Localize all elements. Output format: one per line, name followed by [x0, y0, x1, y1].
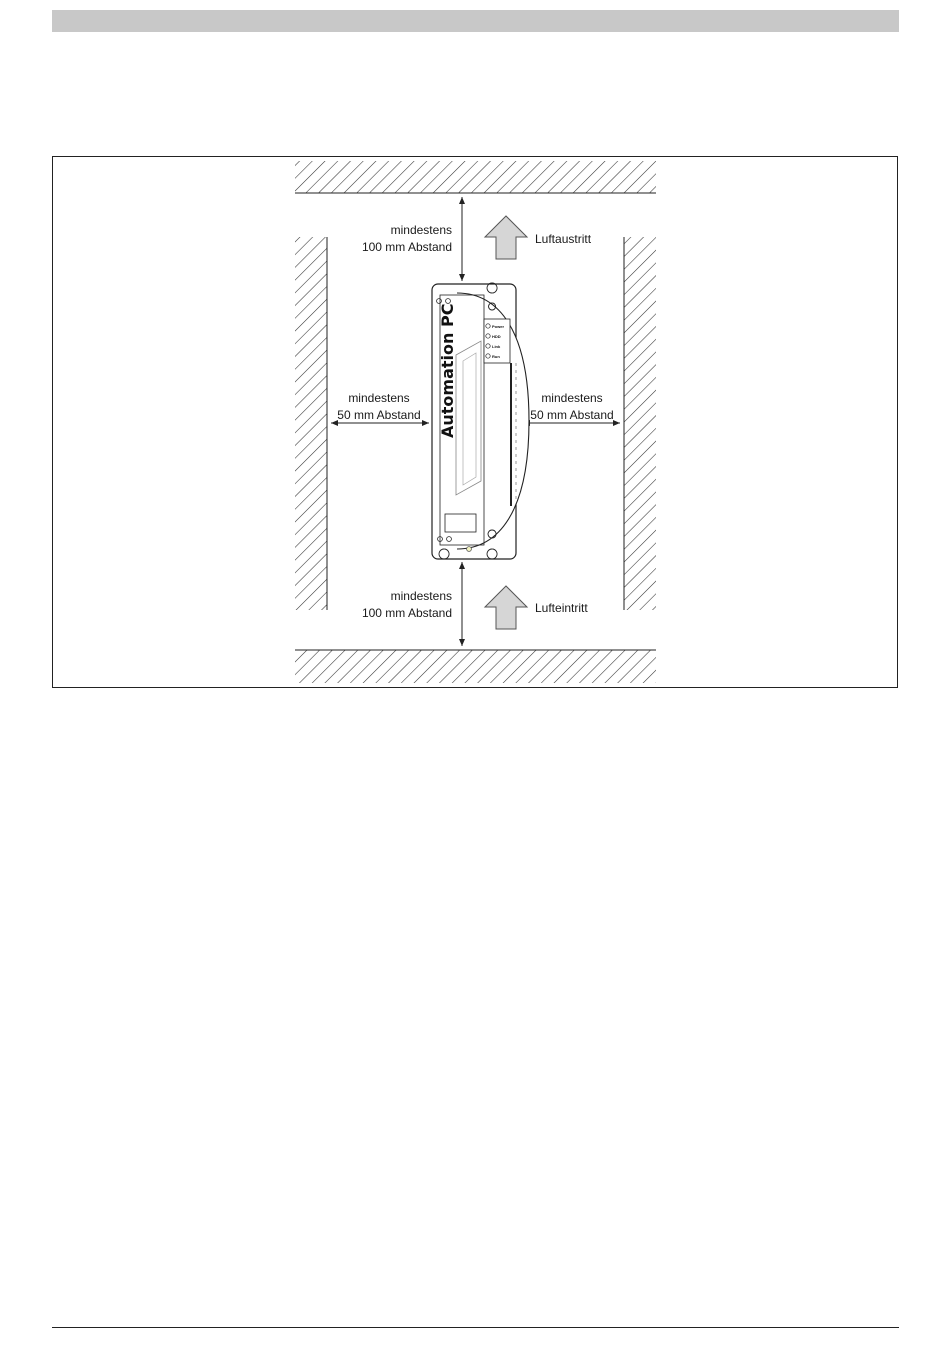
- right-clearance-line2: 50 mm Abstand: [530, 408, 614, 422]
- air-outlet-label: Luftaustritt: [535, 232, 592, 246]
- automation-pc-device: [432, 283, 529, 559]
- air-outlet-up-arrow-icon: [485, 216, 527, 259]
- bottom-clearance-line2: 100 mm Abstand: [361, 606, 452, 620]
- top-clearance-line2: 100 mm Abstand: [361, 240, 452, 254]
- mounting-clearance-figure: [52, 156, 898, 688]
- page-footer-rule: [52, 1327, 899, 1328]
- air-inlet-up-arrow-icon: [485, 586, 527, 629]
- air-inlet-label: Lufteintritt: [535, 601, 588, 615]
- led-label-link: Link: [492, 344, 501, 349]
- right-clearance-line1: mindestens: [541, 391, 603, 405]
- left-clearance-line1: mindestens: [348, 391, 410, 405]
- left-clearance-line2: 50 mm Abstand: [337, 408, 421, 422]
- top-wall: [295, 161, 656, 193]
- left-wall: [295, 237, 327, 610]
- led-label-hdd: HDD: [492, 334, 501, 339]
- bottom-clearance-line1: mindestens: [390, 589, 452, 603]
- led-label-run: Run: [492, 354, 500, 359]
- right-wall: [624, 237, 656, 610]
- led-label-power: Power: [492, 324, 505, 329]
- bottom-wall: [295, 650, 656, 683]
- device-brand-label: Automation PC: [438, 303, 457, 438]
- top-clearance-line1: mindestens: [390, 223, 452, 237]
